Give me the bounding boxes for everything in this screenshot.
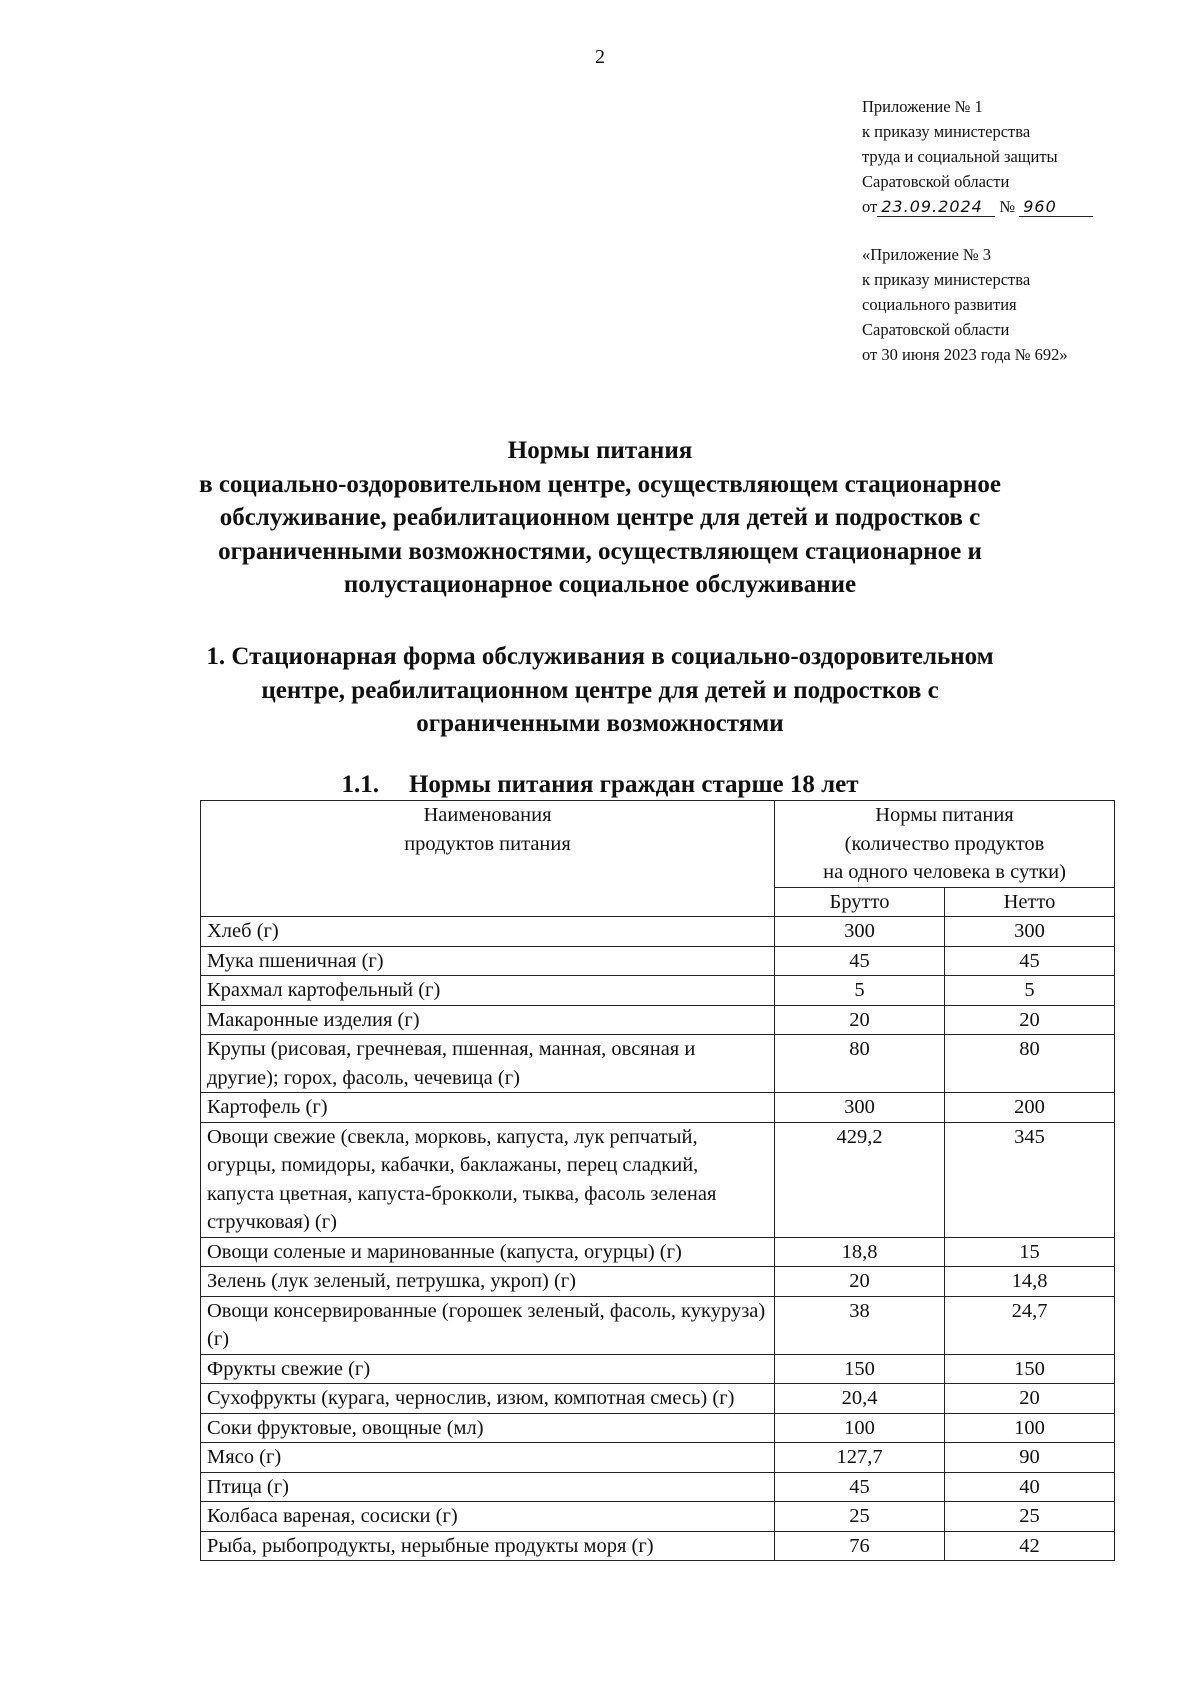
handwritten-date: 23.09.2024 <box>877 198 995 217</box>
header-norms <box>775 801 1115 888</box>
netto-value: 300 <box>945 917 1115 947</box>
brutto-value: 18,8 <box>775 1237 945 1267</box>
netto-value: 100 <box>945 1413 1115 1443</box>
netto-value: 5 <box>945 976 1115 1006</box>
product-name: Картофель (г) <box>201 1093 775 1123</box>
appendix-3-line: к приказу министерства <box>862 270 1031 289</box>
header-norm-line: Нормы питания <box>875 804 1014 826</box>
nutrition-norms-table <box>200 800 1115 1561</box>
netto-value: 20 <box>945 1005 1115 1035</box>
title-line: Нормы питания <box>507 437 693 464</box>
netto-value: 20 <box>945 1384 1115 1414</box>
handwritten-number: 960 <box>1019 198 1093 217</box>
product-name: Макаронные изделия (г) <box>201 1005 775 1035</box>
brutto-value: 38 <box>775 1296 945 1354</box>
header-netto: Нетто <box>945 887 1115 917</box>
table-row <box>201 1443 1115 1473</box>
brutto-value: 127,7 <box>775 1443 945 1473</box>
product-name: Крахмал картофельный (г) <box>201 976 775 1006</box>
section-title-line: центре, реабилитационном центре для детей и подростков с <box>261 676 939 704</box>
brutto-value: 429,2 <box>775 1122 945 1237</box>
table-row <box>201 1531 1115 1561</box>
page-number: 2 <box>595 46 605 68</box>
netto-value: 25 <box>945 1502 1115 1532</box>
product-name: Овощи свежие (свекла, морковь, капуста, лук репчатый, огурцы, помидоры, кабачки, баклажаны, перец сладкий, капуста цветная, капуста-брокколи, тыква, фасоль зеленая стручковая) (г) <box>201 1122 775 1237</box>
brutto-value: 20 <box>775 1005 945 1035</box>
brutto-value: 300 <box>775 917 945 947</box>
table-row <box>201 976 1115 1006</box>
appendix-3-line: социального развития <box>862 295 1017 314</box>
appendix-1-line: к приказу министерства <box>862 122 1031 141</box>
netto-value: 14,8 <box>945 1267 1115 1297</box>
brutto-value: 80 <box>775 1035 945 1093</box>
header-norm-line: (количество продуктов <box>844 832 1045 855</box>
netto-value: 24,7 <box>945 1296 1115 1354</box>
table-row <box>201 917 1115 947</box>
brutto-value: 5 <box>775 976 945 1006</box>
product-name: Птица (г) <box>201 1472 775 1502</box>
netto-value: 45 <box>945 946 1115 976</box>
brutto-value: 20,4 <box>775 1384 945 1414</box>
appendix-3-line: от 30 июня 2023 года № 692» <box>862 345 1068 364</box>
netto-value: 15 <box>945 1237 1115 1267</box>
table-row <box>201 1005 1115 1035</box>
table-row <box>201 1354 1115 1384</box>
section-title <box>0 640 1200 741</box>
product-name: Мука пшеничная (г) <box>201 946 775 976</box>
subsection-number: 1.1. <box>341 771 379 798</box>
netto-value: 90 <box>945 1443 1115 1473</box>
header-norm-line: на одного человека в сутки) <box>823 861 1066 883</box>
subsection-title <box>0 770 1200 800</box>
document-title <box>0 434 1200 602</box>
product-name: Зелень (лук зеленый, петрушка, укроп) (г) <box>201 1267 775 1297</box>
brutto-value: 150 <box>775 1354 945 1384</box>
appendix-3-block <box>862 242 1068 367</box>
table-row <box>201 1237 1115 1267</box>
product-name: Овощи соленые и маринованные (капуста, огурцы) (г) <box>201 1237 775 1267</box>
appendix-3-line: «Приложение № 3 <box>862 245 992 264</box>
title-line: обслуживание, реабилитационном центре для детей и подростков с <box>219 504 981 531</box>
netto-value: 200 <box>945 1093 1115 1123</box>
number-prefix: № <box>999 197 1016 216</box>
appendix-1-line: Приложение № 1 <box>862 97 983 116</box>
product-name: Соки фруктовые, овощные (мл) <box>201 1413 775 1443</box>
table-row <box>201 1267 1115 1297</box>
appendix-1-block <box>862 94 1093 219</box>
brutto-value: 45 <box>775 946 945 976</box>
table-row <box>201 1093 1115 1123</box>
title-line: ограниченными возможностями, осуществляющем стационарное и <box>218 537 982 565</box>
title-line: в социально-оздоровительном центре, осуществляющем стационарное <box>199 470 1001 498</box>
table-row <box>201 1413 1115 1443</box>
brutto-value: 45 <box>775 1472 945 1502</box>
header-product-name <box>201 801 775 917</box>
table-row <box>201 946 1115 976</box>
brutto-value: 100 <box>775 1413 945 1443</box>
product-name: Колбаса вареная, сосиски (г) <box>201 1502 775 1532</box>
table-row <box>201 1472 1115 1502</box>
product-name: Рыба, рыбопродукты, нерыбные продукты моря (г) <box>201 1531 775 1561</box>
appendix-1-date-line <box>862 194 1093 219</box>
product-name: Овощи консервированные (горошек зеленый, фасоль, кукуруза) (г) <box>201 1296 775 1354</box>
table-row <box>201 1384 1115 1414</box>
brutto-value: 300 <box>775 1093 945 1123</box>
header-brutto: Брутто <box>775 887 945 917</box>
product-name: Хлеб (г) <box>201 917 775 947</box>
table-header-row <box>201 801 1115 888</box>
table-row <box>201 1296 1115 1354</box>
brutto-value: 20 <box>775 1267 945 1297</box>
product-name: Крупы (рисовая, гречневая, пшенная, манная, овсяная и другие); горох, фасоль, чечевица (г) <box>201 1035 775 1093</box>
table-row <box>201 1122 1115 1237</box>
product-name: Фрукты свежие (г) <box>201 1354 775 1384</box>
netto-value: 42 <box>945 1531 1115 1561</box>
product-name: Мясо (г) <box>201 1443 775 1473</box>
netto-value: 40 <box>945 1472 1115 1502</box>
header-name-line: продуктов питания <box>404 832 571 855</box>
date-prefix: от <box>862 197 878 216</box>
appendix-1-line: Саратовской области <box>862 172 1010 191</box>
product-name: Сухофрукты (курага, чернослив, изюм, компотная смесь) (г) <box>201 1384 775 1414</box>
brutto-value: 76 <box>775 1531 945 1561</box>
subsection-text: Нормы питания граждан старше 18 лет <box>408 771 859 798</box>
appendix-3-line: Саратовской области <box>862 320 1010 339</box>
brutto-value: 25 <box>775 1502 945 1532</box>
section-title-line: 1. Стационарная форма обслуживания в социально-оздоровительном <box>206 643 994 670</box>
appendix-1-line: труда и социальной защиты <box>862 147 1058 166</box>
table-row <box>201 1502 1115 1532</box>
netto-value: 80 <box>945 1035 1115 1093</box>
netto-value: 345 <box>945 1122 1115 1237</box>
section-title-line: ограниченными возможностями <box>416 710 784 737</box>
header-name-line: Наименования <box>423 804 552 826</box>
title-line: полустационарное социальное обслуживание <box>343 571 857 598</box>
netto-value: 150 <box>945 1354 1115 1384</box>
table-row <box>201 1035 1115 1093</box>
